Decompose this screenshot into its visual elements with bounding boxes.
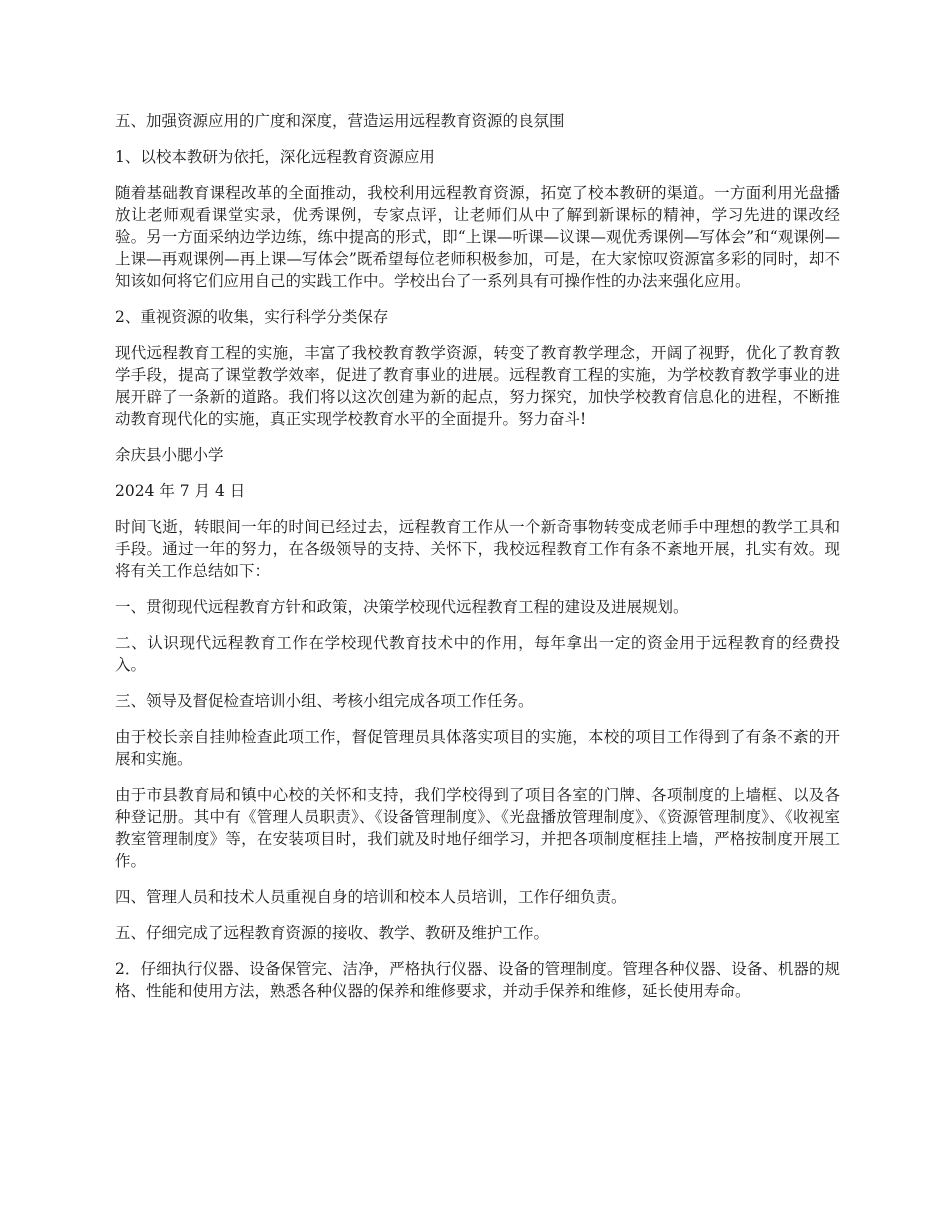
list-item: 五、仔细完成了远程教育资源的接收、教学、教研及维护工作。 — [115, 924, 550, 942]
list-item: 四、管理人员和技术人员重视自身的培训和校本人员培训，工作仔细负责。 — [115, 888, 627, 906]
body-paragraph: 现代远程教育工程的实施，丰富了我校教育教学资源，转变了教育教学理念，开阔了视野，优化了教育教学手段，提高了课堂教学效率，促进了教育事业的进展。远程教育工程的实施，为学校教育教学事业的进展开辟了一条新的道路。我们将以这次创建为新的起点，努力探究，加快学校教育信息化的进程，不断推动教育现代化的实施，真正实现学校教育水平的全面提升。努力奋斗! — [115, 344, 840, 428]
document-body — [115, 110, 840, 1016]
list-item: 三、领导及督促检查培训小组、考核小组完成各项工作任务。 — [115, 692, 534, 710]
body-paragraph: 由于市县教育局和镇中心校的关怀和支持，我们学校得到了项目各室的门牌、各项制度的上墙框、以及各种登记册。其中有《管理人员职责》、《设备管理制度》、《光盘播放管理制度》、《资源管理制度》、《收视室教室管理制度》等，在安装项目时，我们就及时地仔细学习，并把各项制度框挂上墙，严格按制度开展工作。 — [115, 786, 840, 870]
school-signature: 余庆县小腮小学 — [115, 446, 224, 464]
body-paragraph: 随着基础教育课程改革的全面推动，我校利用远程教育资源，拓宽了校本教研的渠道。一方面利用光盘播放让老师观看课堂实录，优秀课例，专家点评，让老师们从中了解到新课标的精神，学习先进的课改经验。另一方面采纳边学边练，练中提高的形式，即“上课—听课—议课—观优秀课例—写体会”和“观课例—上课—再观课例—再上课—写体会”既希望每位老师积极参加，可是，在大家惊叹资源富多彩的同时，却不知该如何将它们应用自己的实践工作中。学校出台了一系列具有可操作性的办法来强化应用。 — [115, 184, 840, 290]
subsection-heading: 2、重视资源的收集，实行科学分类保存 — [115, 308, 389, 326]
body-paragraph: 2．仔细执行仪器、设备保管完、洁净，严格执行仪器、设备的管理制度。管理各种仪器、设备、机器的规格、性能和使用方法，熟悉各种仪器的保养和维修要求，并动手保养和维修，延长使用寿命。 — [115, 960, 840, 1000]
list-item: 一、贯彻现代远程教育方针和政策，决策学校现代远程教育工程的建设及进展规划。 — [115, 598, 689, 616]
body-paragraph: 由于校长亲自挂帅检查此项工作，督促管理员具体落实项目的实施，本校的项目工作得到了有条不紊的开展和实施。 — [115, 728, 840, 768]
subsection-heading: 1、以校本教研为依托，深化远程教育资源应用 — [115, 148, 435, 166]
date-line: 2024 年 7 月 4 日 — [115, 482, 246, 500]
body-paragraph: 时间飞逝，转眼间一年的时间已经过去，远程教育工作从一个新奇事物转变成老师手中理想的教学工具和手段。通过一年的努力，在各级领导的支持、关怀下，我校远程教育工作有条不紊地开展，扎实有效。现将有关工作总结如下： — [115, 518, 840, 580]
list-item: 二、认识现代远程教育工作在学校现代教育技术中的作用，每年拿出一定的资金用于远程教育的经费投入。 — [115, 634, 840, 674]
section-heading: 五、加强资源应用的广度和深度，营造运用远程教育资源的良氛围 — [115, 112, 565, 130]
